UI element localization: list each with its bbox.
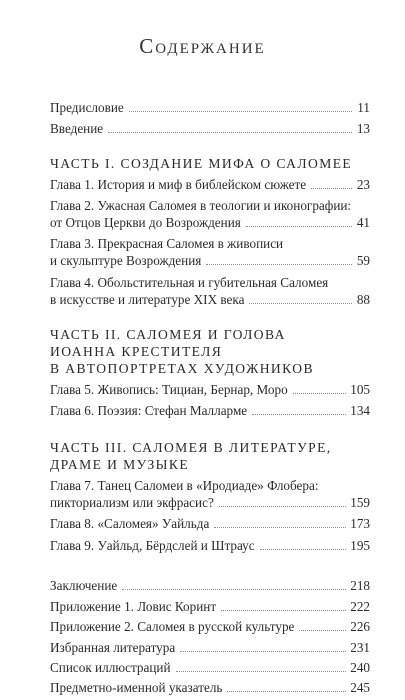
part-heading-line: ЧАСТЬ I. СОЗДАНИЕ МИФА О САЛОМЕЕ: [50, 156, 353, 171]
toc-entry-label: Предметно-именной указатель: [50, 680, 223, 695]
toc-entry-label: Список иллюстраций: [50, 660, 171, 675]
toc-entry-chapter-6[interactable]: [50, 402, 370, 419]
toc-entry-bibliography[interactable]: [50, 639, 370, 656]
leader-dots: [252, 413, 346, 415]
leader-dots: [206, 263, 352, 265]
toc-entry-label: Введение: [50, 121, 104, 136]
toc-entry-appendix-1[interactable]: [50, 598, 370, 615]
toc-entry-page: 218: [350, 578, 370, 593]
toc-entry-label: Избранная литература: [50, 640, 176, 655]
leader-dots: [246, 225, 352, 227]
toc-entry-page: 226: [350, 619, 370, 634]
toc-entry-label: Глава 8. «Саломея» Уайльда: [50, 516, 210, 531]
leader-dots: [249, 302, 352, 304]
toc-entry-chapter-8[interactable]: [50, 515, 370, 532]
part-heading-line: В АВТОПОРТРЕТАХ ХУДОЖНИКОВ: [50, 361, 314, 376]
toc-entry-page: 41: [356, 215, 370, 230]
toc-entry-page: 173: [350, 516, 370, 531]
part-heading-2: [50, 326, 370, 377]
toc-entry-label: Заключение: [50, 578, 118, 593]
toc-entry-label: Глава 5. Живопись: Тициан, Бернар, Моро: [50, 382, 288, 397]
toc-entry-page: 88: [356, 292, 370, 307]
toc-entry-index[interactable]: [50, 679, 370, 696]
toc-entry-page: 195: [350, 538, 370, 553]
toc-entry-label-cont: в искусстве и литературе XIX века: [50, 292, 245, 307]
toc-entry-page: 59: [356, 253, 370, 268]
leader-dots: [221, 609, 346, 611]
toc-entry-label: Глава 3. Прекрасная Саломея в живописи: [50, 236, 284, 251]
toc-entry-label: Предисловие: [50, 100, 124, 115]
toc-entry-page: 222: [350, 599, 370, 614]
toc-entry-label: Приложение 1. Ловис Коринт: [50, 599, 217, 614]
toc-entry-chapter-2[interactable]: [50, 197, 370, 231]
toc-entry-page: 159: [350, 495, 370, 510]
toc-entry-label-cont: и скульптуре Возрождения: [50, 253, 202, 268]
toc-entry-label: Глава 4. Обольстительная и губительная Саломея: [50, 275, 329, 290]
leader-dots: [108, 131, 352, 133]
toc-entry-chapter-5[interactable]: [50, 381, 370, 398]
toc-entry-chapter-3[interactable]: [50, 235, 370, 269]
leader-dots: [299, 629, 346, 631]
toc-entry-page: 11: [357, 100, 370, 115]
page-title: Содержание: [139, 34, 266, 58]
toc-entry-preface[interactable]: [50, 99, 370, 116]
part-heading-line: ЧАСТЬ III. САЛОМЕЯ В ЛИТЕРАТУРЕ,: [50, 440, 332, 455]
toc-entry-page: 231: [350, 640, 370, 655]
toc-entry-chapter-9[interactable]: [50, 537, 370, 554]
toc-entry-label-cont: от Отцов Церкви до Возрождения: [50, 215, 241, 230]
toc-entry-introduction[interactable]: [50, 120, 370, 137]
leader-dots: [176, 670, 347, 672]
toc-entry-page: 13: [356, 121, 370, 136]
toc-entry-label: Глава 6. Поэзия: Стефан Малларме: [50, 403, 248, 418]
toc-entry-illustrations[interactable]: [50, 659, 370, 676]
leader-dots: [122, 588, 346, 590]
part-heading-line: ДРАМЕ И МУЗЫКЕ: [50, 457, 190, 472]
leader-dots: [214, 526, 346, 528]
toc-entry-page: 23: [356, 177, 370, 192]
leader-dots: [219, 505, 346, 507]
part-heading-3: [50, 439, 370, 473]
toc-entry-chapter-1[interactable]: [50, 176, 370, 193]
toc-entry-page: 134: [350, 403, 370, 418]
toc-entry-page: 245: [350, 680, 370, 695]
leader-dots: [180, 650, 346, 652]
toc-entry-label: Глава 9. Уайльд, Бёрдслей и Штраус: [50, 538, 255, 553]
toc-entry-label: Глава 7. Танец Саломеи в «Иродиаде» Флобера:: [50, 478, 319, 493]
toc-entry-chapter-7[interactable]: [50, 477, 370, 511]
toc-entry-conclusion[interactable]: [50, 577, 370, 594]
toc-entry-page: 105: [350, 382, 370, 397]
toc-entry-appendix-2[interactable]: [50, 618, 370, 635]
leader-dots: [260, 548, 347, 550]
part-heading-line: ЧАСТЬ II. САЛОМЕЯ И ГОЛОВА: [50, 327, 286, 342]
part-heading-1: [50, 155, 370, 172]
toc-entry-label: Глава 2. Ужасная Саломея в теологии и иконографии:: [50, 198, 352, 213]
toc-entry-chapter-4[interactable]: [50, 274, 370, 308]
leader-dots: [129, 110, 352, 112]
toc-entry-page: 240: [350, 660, 370, 675]
toc-entry-label-cont: пикториализм или экфрасис?: [50, 495, 214, 510]
leader-dots: [227, 690, 346, 692]
leader-dots: [311, 187, 352, 189]
leader-dots: [293, 392, 347, 394]
toc-entry-label: Приложение 2. Саломея в русской культуре: [50, 619, 295, 634]
toc-entry-label: Глава 1. История и миф в библейском сюжете: [50, 177, 307, 192]
part-heading-line: ИОАННА КРЕСТИТЕЛЯ: [50, 344, 223, 359]
